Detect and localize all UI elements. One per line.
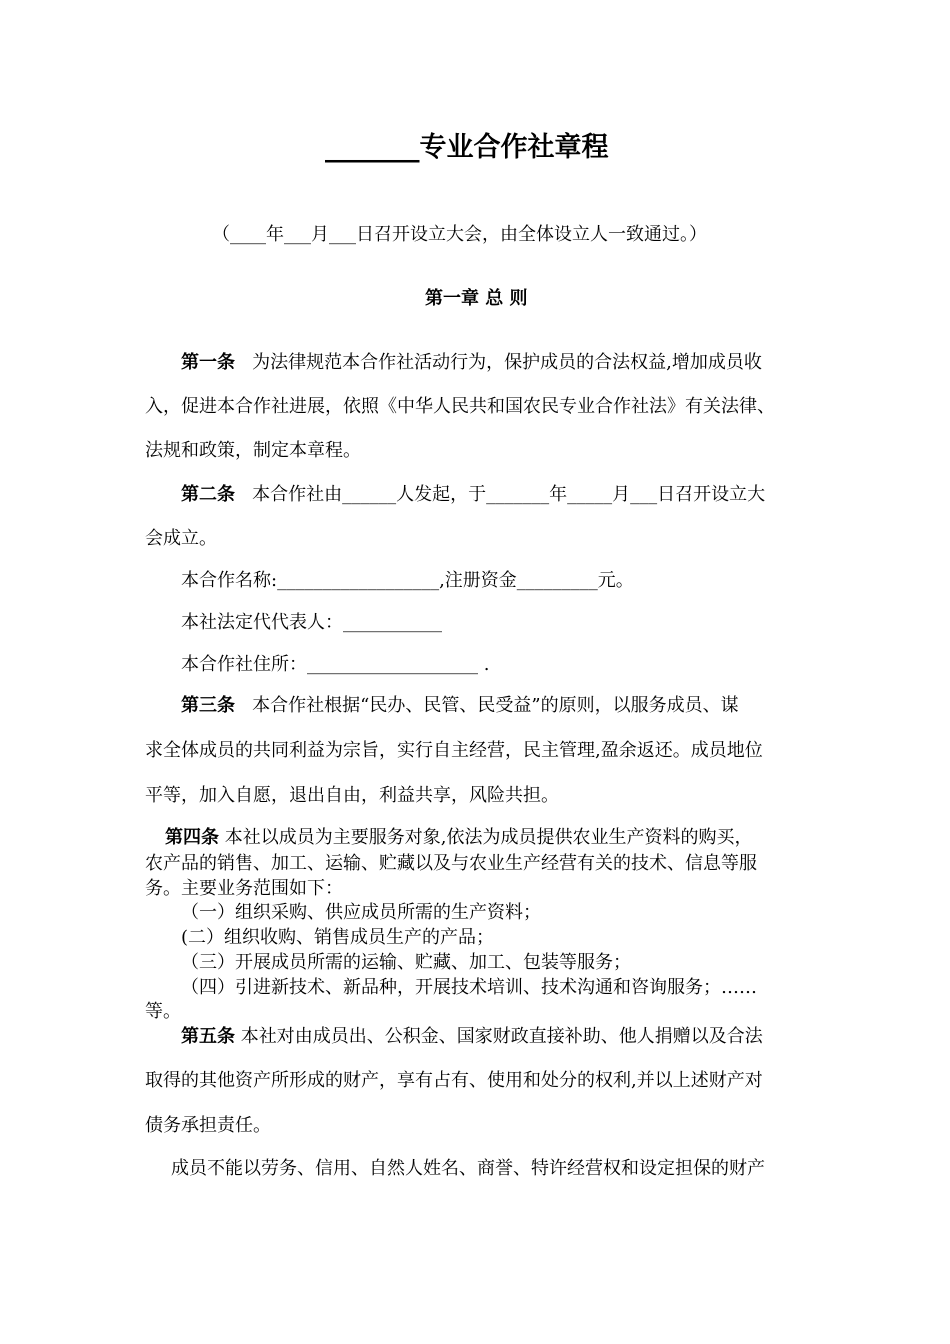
- article-5-line-1: [181, 1027, 763, 1047]
- address-field: 本合作社住所：___________________ .: [181, 654, 490, 675]
- business-scope-item: （三）开展成员所需的运输、贮藏、加工、包装等服务；: [181, 952, 631, 973]
- article-4-line-1: [165, 828, 752, 848]
- article-3-line-2: 求全体成员的共同利益为宗旨，实行自主经营，民主管理,盈余返还。成员地位: [145, 740, 763, 761]
- article-2-line-2: 会成立。: [145, 528, 217, 549]
- article-4-tail: 等。: [145, 1001, 181, 1022]
- article-1-label: 第一条: [181, 352, 235, 373]
- article-3-text: 本合作社根据“民办、民管、民受益”的原则，以服务成员、谋: [252, 695, 739, 716]
- article-1-line-1: [181, 353, 762, 373]
- article-4-line-2: 农产品的销售、加工、运输、贮藏以及与农业生产经营有关的技术、信息等服: [145, 853, 757, 874]
- article-4-label: 第四条: [165, 827, 219, 848]
- article-3-line-1: [181, 696, 739, 716]
- article-5-text: 本社对由成员出、公积金、国家财政直接补助、他人捐赠以及合法: [240, 1026, 763, 1047]
- document-title: _______专业合作社章程: [325, 132, 609, 163]
- article-3-line-3: 平等，加入自愿，退出自由，利益共享，风险共担。: [145, 785, 559, 806]
- article-3-label: 第三条: [181, 695, 235, 716]
- article-1-line-3: 法规和政策，制定本章程。: [145, 440, 361, 461]
- article-5-paragraph-2: 成员不能以劳务、信用、自然人姓名、商誉、特许经营权和设定担保的财产: [171, 1158, 765, 1179]
- article-5-line-3: 债务承担责任。: [145, 1115, 271, 1136]
- article-4-text: 本社以成员为主要服务对象,依法为成员提供农业生产资料的购买，: [224, 827, 753, 848]
- article-5-label: 第五条: [181, 1026, 235, 1047]
- article-1-text: 为法律规范本合作社活动行为，保护成员的合法权益,增加成员收: [252, 352, 762, 373]
- article-2-line-1: [181, 485, 765, 505]
- article-5-line-2: 取得的其他资产所形成的财产，享有占有、使用和处分的权利,并以上述财产对: [145, 1070, 763, 1091]
- business-scope-item: （一）组织采购、供应成员所需的生产资料；: [181, 902, 541, 923]
- cooperative-name-field: 本合作名称:__________________,注册资金_________元。: [181, 570, 634, 591]
- article-2-text: 本合作社由______人发起，于_______年_____月___日召开设立大: [252, 484, 766, 505]
- chapter-heading: 第一章 总 则: [425, 288, 528, 309]
- article-1-line-2: 入，促进本合作社进展，依照《中华人民共和国农民专业合作社法》有关法律、: [145, 396, 775, 417]
- business-scope-item: （四）引进新技术、新品种，开展技术培训、技术沟通和咨询服务；……: [181, 977, 757, 998]
- document-subtitle: （____年___月___日召开设立大会，由全体设立人一致通过。）: [212, 224, 707, 245]
- legal-representative-field: 本社法定代代表人：___________: [181, 612, 442, 633]
- article-2-label: 第二条: [181, 484, 235, 505]
- article-4-line-3: 务。主要业务范围如下：: [145, 878, 343, 899]
- business-scope-item: (二）组织收购、销售成员生产的产品；: [181, 927, 495, 948]
